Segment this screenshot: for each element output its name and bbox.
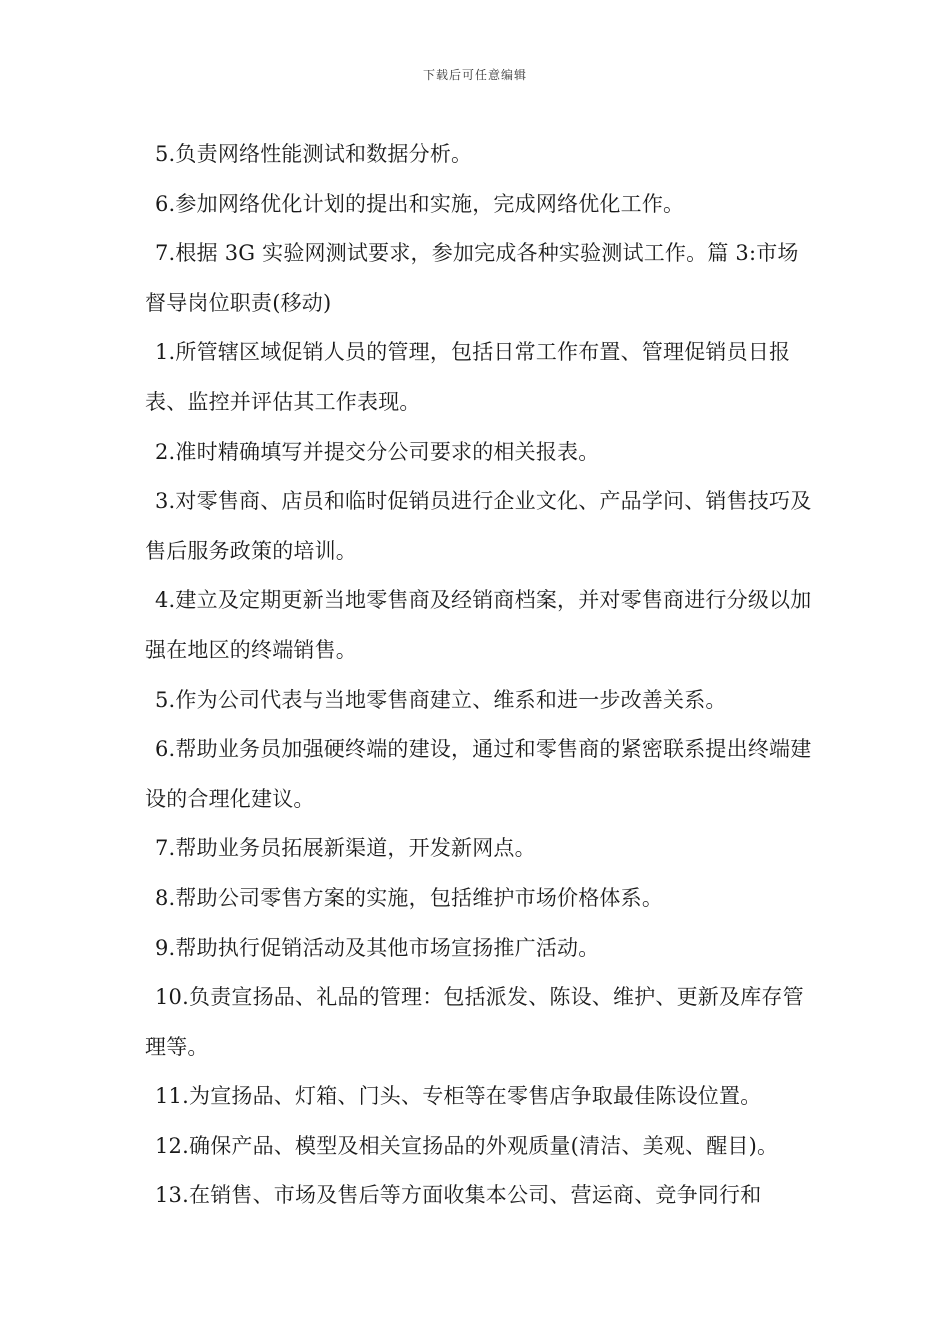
paragraph-13 [145, 973, 815, 1072]
paragraph-1 [145, 130, 815, 180]
paragraph-12 [145, 924, 815, 974]
paragraph-16 [145, 1171, 815, 1221]
paragraph-10 [145, 824, 815, 874]
document-body [145, 130, 815, 1221]
paragraph-7 [145, 576, 815, 675]
paragraph-text: 7.帮助业务员拓展新渠道，开发新网点。 [155, 836, 536, 861]
paragraph-text: 5.负责网络性能测试和数据分析。 [155, 142, 473, 166]
paragraph-text: 4.建立及定期更新当地零售商及经销商档案，并对零售商进行分级以加强在地区的终端销售。 [145, 588, 812, 662]
paragraph-text: 12.确保产品、模型及相关宣扬品的外观质量(清洁、美观、醒目)。 [155, 1133, 779, 1158]
paragraph-text: 1.所管辖区域促销人员的管理，包括日常工作布置、管理促销员日报表、监控并评估其工作表现。 [145, 340, 791, 414]
paragraph-9 [145, 725, 815, 824]
paragraph-14 [145, 1072, 815, 1122]
paragraph-5 [145, 428, 815, 478]
paragraph-text: 9.帮助执行促销活动及其他市场宣扬推广活动。 [155, 935, 600, 960]
paragraph-4 [145, 328, 815, 427]
paragraph-text: 11.为宣扬品、灯箱、门头、专柜等在零售店争取最佳陈设位置。 [155, 1084, 762, 1109]
paragraph-15 [145, 1122, 815, 1172]
paragraph-2 [145, 180, 815, 230]
paragraph-8 [145, 676, 815, 726]
page-header: 下载后可任意编辑 [422, 68, 527, 82]
paragraph-text: 6.帮助业务员加强硬终端的建设，通过和零售商的紧密联系提出终端建设的合理化建议。 [145, 737, 812, 811]
paragraph-text: 3.对零售商、店员和临时促销员进行企业文化、产品学问、销售技巧及售后服务政策的培训。 [145, 489, 812, 563]
paragraph-11 [145, 874, 815, 924]
paragraph-3 [145, 229, 815, 328]
paragraph-text: 10.负责宣扬品、礼品的管理：包括派发、陈设、维护、更新及库存管理等。 [145, 985, 804, 1059]
paragraph-text: 5.作为公司代表与当地零售商建立、维系和进一步改善关系。 [155, 687, 727, 712]
paragraph-6 [145, 477, 815, 576]
paragraph-text: 8.帮助公司零售方案的实施，包括维护市场价格体系。 [155, 885, 664, 910]
paragraph-text: 6.参加网络优化计划的提出和实施，完成网络优化工作。 [155, 191, 685, 216]
paragraph-text: 2.准时精确填写并提交分公司要求的相关报表。 [155, 439, 600, 464]
paragraph-text: 13.在销售、市场及售后等方面收集本公司、营运商、竞争同行和 [155, 1183, 762, 1208]
paragraph-text: 7.根据 3G 实验网测试要求，参加完成各种实验测试工作。篇 3:市场督导岗位职责(移动) [145, 241, 799, 315]
